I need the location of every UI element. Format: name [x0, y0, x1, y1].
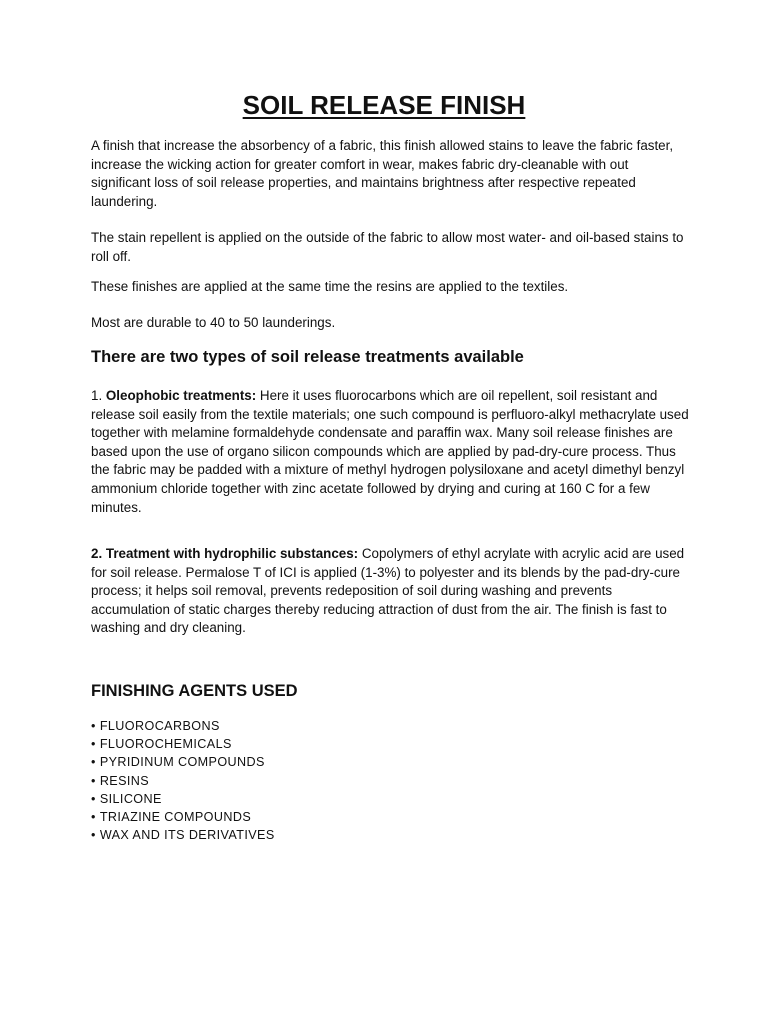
treatment-2-label: 2. Treatment with hydrophilic substances: — [91, 546, 359, 561]
agent-label: SILICONE — [99, 791, 162, 806]
list-item — [91, 717, 275, 735]
list-item — [91, 753, 275, 771]
treatment-1-label: Oleophobic treatments: — [105, 388, 257, 403]
resins-paragraph: These finishes are applied at the same time the resins are applied to the textiles. — [91, 279, 569, 294]
agent-label: WAX AND ITS DERIVATIVES — [99, 828, 275, 843]
bullet-icon: • — [91, 791, 96, 806]
durability-paragraph: Most are durable to 40 to 50 launderings. — [91, 315, 336, 330]
treatment-1-number: 1. — [91, 388, 106, 403]
bullet-icon: • — [91, 828, 96, 843]
list-item — [91, 735, 275, 753]
agent-label: TRIAZINE COMPOUNDS — [99, 810, 252, 825]
intro-paragraph: A finish that increase the absorbency of a fabric, this finish allowed stains to leave the fabric faster, increase the wicking action for greater comfort in wear, makes fabric dry-cleanable with out significant loss of soil release properties, and maintains brightness after respective repeated laundering. — [91, 138, 674, 209]
bullet-icon: • — [91, 737, 96, 752]
treatment-2-text: Copolymers of ethyl acrylate with acrylic acid are used for soil release. Permalose T of ICI is applied (1-3%) to polyester and its blends by the pad-dry-cure process; it helps soil removal, prevents redeposition of soil during washing and prevents accumulation of static charges thereby reducing attraction of dust from the air. The finish is fast to washing and dry cleaning. — [91, 546, 685, 636]
page-title: SOIL RELEASE FINISH — [242, 90, 526, 120]
stain-repellent-paragraph: The stain repellent is applied on the outside of the fabric to allow most water- and oil-based stains to roll off. — [91, 230, 684, 264]
list-item — [91, 790, 275, 808]
bullet-icon: • — [91, 773, 96, 788]
agent-label: PYRIDINUM COMPOUNDS — [99, 755, 265, 770]
bullet-icon: • — [91, 719, 96, 733]
agents-heading: FINISHING AGENTS USED — [91, 682, 298, 700]
bullet-icon: • — [91, 755, 96, 770]
list-item — [91, 826, 275, 844]
list-item — [91, 772, 275, 790]
list-item — [91, 808, 275, 826]
agent-label: FLUOROCHEMICALS — [99, 737, 232, 752]
treatment-2-paragraph — [91, 545, 691, 638]
treatment-1-text: Here it uses fluorocarbons which are oil repellent, soil resistant and release soil easily from the textile materials; one such compound is perfluoro-alkyl methacrylate used together with melamine formaldehyde condensate and paraffin wax. Many soil release finishes are based upon the use of organo silicon compounds which are applied by pad-dry-cure process. Thus the fabric may be padded with a mixture of methyl hydrogen polysiloxane and acetyl dimethyl benzyl ammonium chloride together with zinc acetate followed by drying and curing at 160 C for a few minutes. — [91, 388, 689, 515]
treatment-1-paragraph — [91, 387, 691, 517]
agent-label: FLUOROCARBONS — [99, 719, 220, 733]
bullet-icon: • — [91, 810, 96, 825]
types-heading: There are two types of soil release treatments available — [91, 348, 524, 366]
agent-label: RESINS — [99, 773, 150, 788]
agents-list — [91, 717, 275, 844]
